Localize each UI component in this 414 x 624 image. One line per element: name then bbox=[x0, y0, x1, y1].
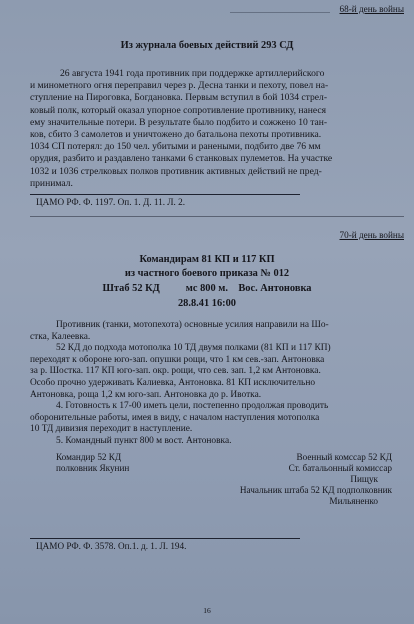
section1-body bbox=[30, 68, 404, 190]
body-line: оборонительные работы, имея в виду, с началом наступления мотополка bbox=[30, 412, 320, 423]
body-line: и минометного огня переправил через р. Десна танки и пехоту, повел на- bbox=[30, 80, 329, 92]
signature-right-line: Мильяненко bbox=[329, 496, 378, 506]
day-header-68: 68-й день войны bbox=[339, 4, 404, 14]
signature-left-line: Командир 52 КД bbox=[56, 452, 122, 462]
source-rule-2 bbox=[30, 538, 300, 539]
day-header-70: 70-й день войны bbox=[339, 230, 404, 240]
body-line: 4. Готовность к 17-00 иметь цели, постепенно продолжая проводить bbox=[56, 401, 329, 412]
source-rule-1 bbox=[30, 194, 300, 195]
body-line: за р. Шостка. 117 КП юго-зап. окр. рощи, что сев. зап. 1,2 км Антоновка. bbox=[30, 366, 321, 377]
body-line: Антоновка, роща 1,2 км юго-зап. Антоновка до р. Ивотка. bbox=[30, 389, 262, 400]
body-line: 1034 СП потерял: до 150 чел. убитыми и ранеными, подбито две 76 мм bbox=[30, 141, 321, 153]
order-title-line-3: Штаб 52 КД мс 800 м. Вос. Антоновка bbox=[102, 283, 312, 294]
section-divider-rule bbox=[30, 216, 404, 217]
body-line: ков, сбито 3 самолетов и уничтожено до батальона пехоты противника. bbox=[30, 129, 322, 141]
body-line: 26 августа 1941 года противник при поддержке артиллерийского bbox=[60, 68, 325, 79]
section2-source: ЦАМО РФ. Ф. 3578. Оп.1. д. 1. Л. 194. bbox=[36, 541, 187, 551]
body-line: 1032 и 1036 стрелковых полков противник активных действий не пред- bbox=[30, 165, 322, 177]
section1-source: ЦАМО РФ. Ф. 1197. Оп. 1. Д. 11. Л. 2. bbox=[36, 197, 186, 207]
order-title-line-1: Командирам 81 КП и 117 КП bbox=[139, 254, 275, 265]
body-line: Противник (танки, мотопехота) основные усилия направили на Шо- bbox=[56, 320, 329, 330]
body-line: орудия, разбито и раздавлено танками 6 станковых пулеметов. На участке bbox=[30, 153, 333, 165]
section2-body bbox=[30, 320, 404, 448]
section1-title: Из журнала боевых действий 293 СД bbox=[120, 40, 294, 51]
body-line: 10 ТД дивизия переходит в наступление. bbox=[30, 424, 193, 435]
header-rule-top bbox=[230, 12, 330, 13]
signature-right-line: Начальник штаба 52 КД подполковник bbox=[239, 485, 392, 495]
body-line: 52 КД до подхода мотополка 10 ТД двумя полками (81 КП и 117 КП) bbox=[56, 343, 331, 354]
body-line: ковый полк, который оказал упорное сопротивление противнику, нанеся bbox=[30, 104, 327, 116]
signature-left-line: полковник Якунин bbox=[56, 463, 130, 473]
body-line: переходят к обороне юго-зап. опушки рощи, что 1 км сев.-зап. Антоновка bbox=[30, 354, 325, 365]
body-line: стка, Калеевка. bbox=[30, 331, 91, 342]
page-number: 16 bbox=[203, 606, 211, 615]
order-title-line-4: 28.8.41 16:00 bbox=[177, 298, 236, 309]
body-line: ступление на Пироговка, Богдановка. Первым вступил в бой 1034 стрел- bbox=[30, 92, 328, 104]
signature-right-line: Ст. батальонный комиссар bbox=[288, 463, 392, 473]
signature-right-line: Пищук bbox=[350, 474, 378, 484]
body-line: 5. Командный пункт 800 м вост. Антоновка. bbox=[56, 435, 232, 446]
signature-right bbox=[240, 452, 392, 507]
body-line: ему значительные потери. В результате было подбито и сожжено 10 тан- bbox=[30, 116, 328, 128]
signature-left bbox=[56, 452, 129, 474]
body-line: Особо прочно удерживать Калиевка, Антоновка. 81 КП исключительно bbox=[30, 377, 316, 388]
order-title-line-2: из частного боевого приказа № 012 bbox=[124, 268, 290, 279]
body-line: принимал. bbox=[30, 177, 73, 189]
signature-right-line: Военный комссар 52 КД bbox=[296, 452, 392, 462]
